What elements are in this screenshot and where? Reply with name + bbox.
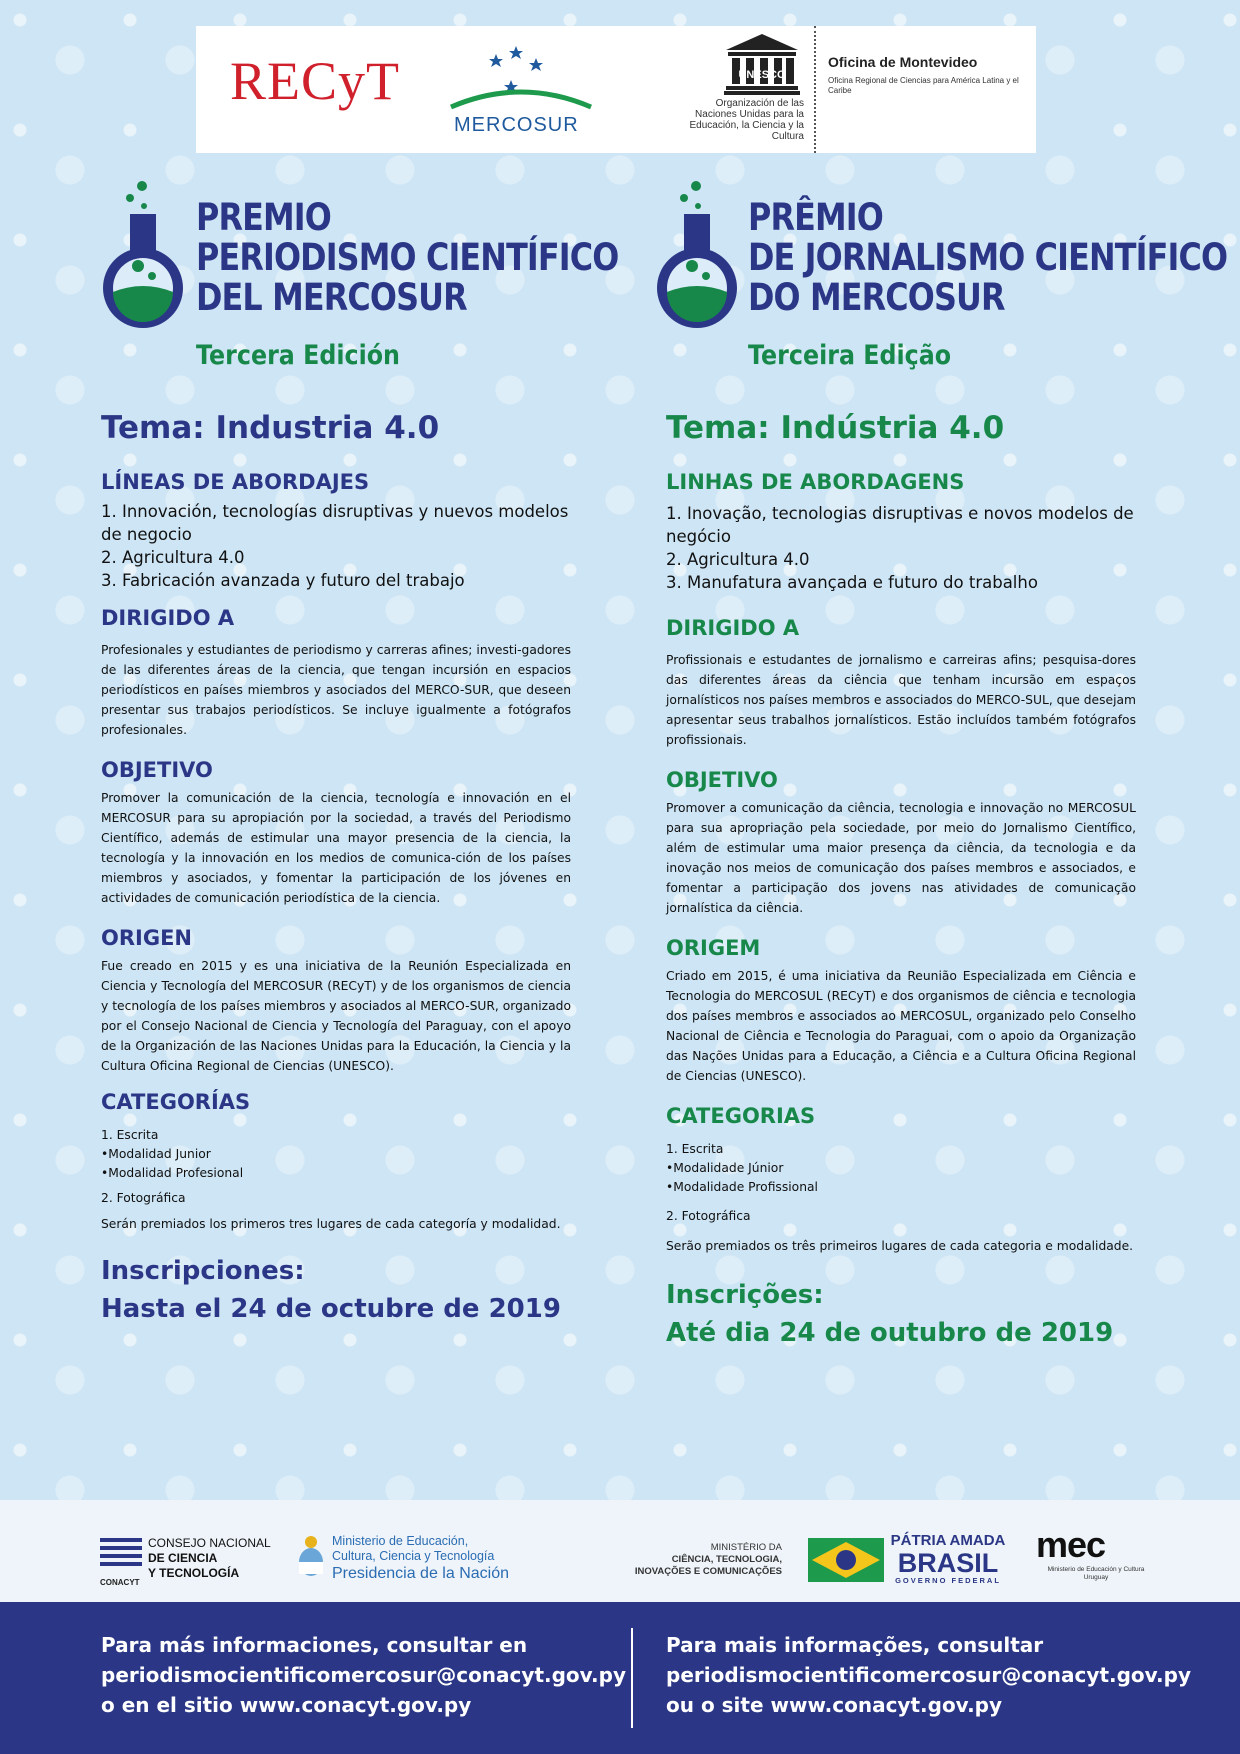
prizes-text: Serán premiados los primeros tres lugares de cada categoría y modalidad. — [101, 1217, 561, 1231]
edition-pt: Terceira Edição — [748, 340, 952, 371]
award-title-pt-line3: DO MERCOSUR — [748, 276, 1005, 319]
objective-text: Promover la comunicación de la ciencia, tecnología e innovación en el MERCOSUR para su apropiación por la sociedad, a través del Periodismo Científico, además de estimular una mayor presencia de la ciencia, la tecnología y la innovación en los medios de comunica-ción de los países miembros y asociados, y fomentar la participación de los jóvenes en actividades de comunicación periodística de la ciencia. — [101, 791, 571, 905]
registration-deadline: Até dia 24 de outubro de 2019 — [666, 1318, 1114, 1348]
brazil-wordmark: BRASIL — [897, 1548, 999, 1578]
award-title-es-line2: PERIODISMO CIENTÍFICO — [196, 236, 619, 279]
list-item: 1. Innovación, tecnologías disruptivas y nuevos modelos de negocio — [101, 502, 569, 544]
lines-heading: LINHAS DE ABORDAGENS — [666, 470, 965, 494]
unesco-org-name: Organización de las Naciones Unidas para la Educación, la Ciencia y la Cultura — [689, 98, 804, 142]
spanish-column — [101, 408, 571, 1328]
origin-heading: ORIGEN — [101, 926, 192, 950]
mec-sub-line1: Ministerio de Educación y Cultura — [1047, 1566, 1145, 1573]
category-written: 1. Escrita — [666, 1142, 724, 1156]
argentina-line1: Ministerio de Educación, — [332, 1534, 469, 1548]
category-written: 1. Escrita — [101, 1128, 159, 1142]
argentina-ministry — [332, 1534, 509, 1584]
contact-footer — [0, 1602, 1240, 1754]
theme-heading: Tema: Industria 4.0 — [101, 410, 440, 446]
flask-icon — [98, 180, 188, 330]
categories-heading: CATEGORIAS — [666, 1104, 816, 1128]
registration-heading: Inscrições: — [666, 1280, 824, 1310]
category-professional: •Modalidade Profissional — [666, 1180, 818, 1194]
contact-pt-site[interactable]: ou o site www.conacyt.gov.py — [666, 1693, 1003, 1717]
mercosur-arc-icon — [446, 82, 596, 112]
award-title-es-line3: DEL MERCOSUR — [196, 276, 467, 319]
portuguese-column — [666, 408, 1136, 1352]
unesco-office-subtitle: Oficina Regional de Ciencias para América Latina y el Caribe — [828, 76, 1019, 95]
award-title-pt-line2: DE JORNALISMO CIENTÍFICO — [748, 236, 1228, 279]
conacyt-line3: Y TECNOLOGÍA — [148, 1566, 240, 1580]
list-item: 2. Agricultura 4.0 — [101, 548, 245, 567]
list-item: 3. Fabricación avanzada y futuro del trabajo — [101, 571, 465, 590]
conacyt-name — [148, 1536, 271, 1581]
lines-list — [101, 500, 571, 592]
brazil-mcti-line3: INOVAÇÕES E COMUNICAÇÕES — [634, 1566, 782, 1577]
mercosur-logo: MERCOSUR — [454, 114, 579, 136]
brazil-government — [886, 1532, 1010, 1586]
brazil-mcti — [600, 1542, 782, 1578]
category-professional: •Modalidad Profesional — [101, 1166, 244, 1180]
category-photo: 2. Fotográfica — [666, 1209, 751, 1223]
contact-pt-email[interactable]: periodismocientificomercosur@conacyt.gov.py — [666, 1663, 1192, 1687]
objective-heading: OBJETIVO — [666, 768, 778, 792]
unesco-wordmark: UNESCO — [738, 69, 786, 81]
edition-es: Tercera Edición — [196, 340, 400, 371]
origin-text: Fue creado en 2015 y es una iniciativa de la Reunión Especializada en Ciencia y Tecnología del MERCOSUR (RECyT) y de los organismos de ciencia y tecnología de los países miembros y asociados al MERCO-SUR, organizado por el Consejo Nacional de Ciencia y Tecnología del Paraguay, con el apoyo de la Organización de las Naciones Unidas para la Educación, la Ciencia y la Cultura Oficina Regional de Ciencias (UNESCO). — [101, 959, 571, 1073]
list-item: 2. Agricultura 4.0 — [666, 550, 810, 569]
contact-es-site[interactable]: o en el sitio www.conacyt.gov.py — [101, 1693, 472, 1717]
theme-heading: Tema: Indústria 4.0 — [666, 410, 1005, 446]
contact-pt — [666, 1630, 1191, 1720]
conacyt-line2: DE CIENCIA — [148, 1551, 218, 1565]
award-title-es — [196, 198, 618, 318]
sponsor-logo-bar — [196, 26, 1036, 153]
target-text: Profissionais e estudantes de jornalismo e carreiras afins; pesquisa-dores das diferentes áreas da ciência que tenham incursão em espaços jornalísticos nos países membros e associados do MERCO-SUL, que desejam apresentar seus trabalhos jornalísticos. Estão incluídos também fotógrafos profissionais. — [666, 653, 1136, 747]
recyt-logo: RECyT — [230, 51, 401, 111]
category-junior: •Modalidad Junior — [101, 1147, 211, 1161]
argentina-line3: Presidencia de la Nación — [332, 1565, 509, 1582]
argentina-line2: Cultura, Ciencia y Tecnología — [332, 1549, 495, 1563]
target-text: Profesionales y estudiantes de periodismo y carreras afines; investi-gadores de las diferentes áreas de la ciencia, que tengan incursión en espacios periodísticos en países miembros y asociados del MERCO-SUR, que deseen presentar sus trabajos periodísticos. Se incluye igualmente a fotógrafos profesionales. — [101, 643, 571, 737]
brazil-patria: PÁTRIA AMADA — [890, 1532, 1006, 1549]
target-heading: DIRIGIDO A — [101, 606, 235, 630]
objective-heading: OBJETIVO — [101, 758, 213, 782]
contact-es-email[interactable]: periodismocientificomercosur@conacyt.gov.py — [101, 1663, 627, 1687]
flask-icon — [652, 180, 742, 330]
mec-sub-line2: Uruguay — [1083, 1574, 1109, 1581]
objective-text: Promover a comunicação da ciência, tecnologia e innovação no MERCOSUL para sua apropriação pela sociedade, por meio do Jornalismo Científico, além de estimular uma maior presença da ciência, da tecnologia e da inovação nos meios de comunicação dos países membros e associados, e fomentar a participação dos jovens nas atividades de comunicação jornalística da ciência. — [666, 801, 1136, 915]
conacyt-emblem-icon — [100, 1538, 142, 1574]
unesco-office-name: Oficina de Montevideo — [828, 54, 978, 70]
unesco-temple-icon — [724, 32, 800, 96]
sponsor-strip — [0, 1500, 1240, 1602]
award-title-pt-line1: PRÊMIO — [748, 196, 883, 239]
unesco-divider — [814, 26, 816, 153]
brazil-flag-icon — [808, 1538, 884, 1582]
mec-uruguay-logo: mec — [1036, 1524, 1106, 1565]
lines-heading: LÍNEAS DE ABORDAJES — [101, 470, 370, 494]
conacyt-line1: CONSEJO NACIONAL — [148, 1536, 271, 1550]
argentina-coat-of-arms-icon — [296, 1534, 326, 1578]
contact-es-line1: Para más informaciones, consultar en — [101, 1633, 528, 1657]
category-junior: •Modalidade Júnior — [666, 1161, 784, 1175]
registration-deadline: Hasta el 24 de octubre de 2019 — [101, 1294, 561, 1324]
contact-pt-line1: Para mais informações, consultar — [666, 1633, 1044, 1657]
contact-es — [101, 1630, 626, 1720]
footer-divider — [631, 1628, 633, 1728]
origin-text: Criado em 2015, é uma iniciativa da Reunião Especializada em Ciência e Tecnologia do MERCOSUL (RECyT) e dos organismos de ciência e tecnologia dos países membros e associados ao MERCOSUL, organizado pelo Conselho Nacional de Ciência e Tecnologia do Paraguai, com o apoio da Organização das Nações Unidas para a Educação, a Ciência e a Cultura Oficina Regional de Ciencias (UNESCO). — [666, 969, 1136, 1083]
prizes-text: Serão premiados os três primeiros lugares de cada categoria e modalidade. — [666, 1239, 1134, 1253]
category-photo: 2. Fotográfica — [101, 1191, 186, 1205]
origin-heading: ORIGEM — [666, 936, 761, 960]
list-item: 1. Inovação, tecnologias disruptivas e novos modelos de negócio — [666, 504, 1134, 546]
brazil-mcti-line1: MINISTÉRIO DA — [710, 1542, 782, 1553]
mec-uruguay-subtitle — [1036, 1566, 1156, 1582]
list-item: 3. Manufatura avançada e futuro do trabalho — [666, 573, 1038, 592]
award-title-pt — [748, 198, 1227, 318]
registration-heading: Inscripciones: — [101, 1256, 305, 1286]
categories-heading: CATEGORÍAS — [101, 1090, 251, 1114]
target-heading: DIRIGIDO A — [666, 616, 800, 640]
lines-list — [666, 502, 1136, 594]
brazil-gov: GOVERNO FEDERAL — [895, 1576, 1001, 1585]
brazil-mcti-line2: CIÊNCIA, TECNOLOGIA, — [671, 1554, 782, 1565]
award-title-es-line1: PREMIO — [196, 196, 331, 239]
conacyt-abbr: CONACYT — [100, 1578, 140, 1587]
